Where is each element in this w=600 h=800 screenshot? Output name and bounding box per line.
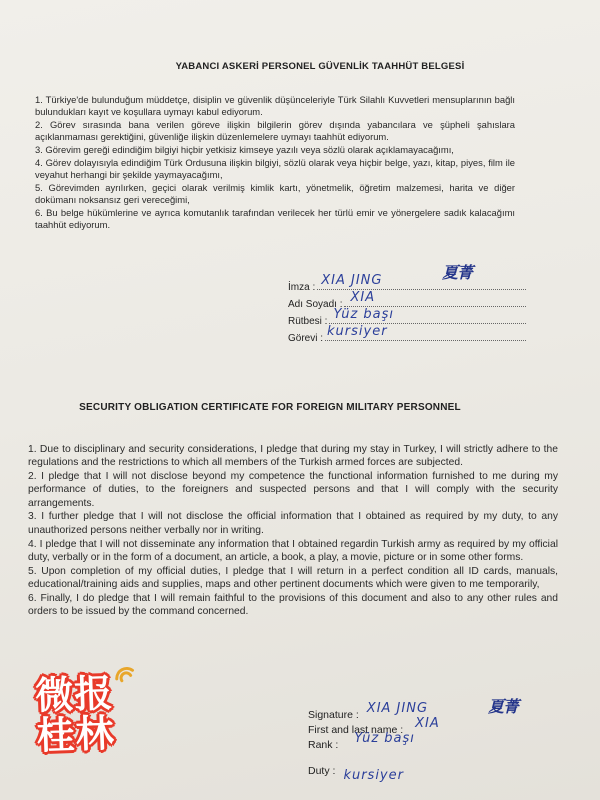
english-signature-block xyxy=(308,701,568,783)
handwritten-duty: kursiyer xyxy=(343,768,404,783)
rank-row xyxy=(308,731,568,751)
english-clause: 2. I pledge that I will not disclose beyond my competence the functional information furnished to me during my performance of duties, to the foreigners and suspected persons and that I will comply with the security arrangements. xyxy=(28,471,558,509)
turkish-signature-block xyxy=(288,273,528,344)
chinese-signature: 夏菁 xyxy=(488,697,519,716)
turkish-clause: 6. Bu belge hükümlerine ve ayrıca komutanlık tarafından verilecek her türlü emir ve yönergelere sadık kalacağımı taahhüt ediyorum. xyxy=(35,207,515,230)
english-clause: 6. Finally, I do pledge that I will remain faithful to the provisions of this document and also to any other rules and orders to be issued by the command concerned. xyxy=(28,592,558,618)
dotted-line xyxy=(325,324,526,341)
watermark-line1: 微报 xyxy=(34,671,115,718)
english-clause: 3. I further pledge that I will not disclose the official information that I obtained as required by my duty, to any unauthorized persons neither verbally nor in writing. xyxy=(28,511,558,536)
duty-row xyxy=(308,751,568,783)
handwritten-signature: XIA JING xyxy=(321,273,383,288)
name-label: Adı Soyadı : xyxy=(288,299,343,310)
dotted-line xyxy=(317,273,526,290)
handwritten-duty: kursiyer xyxy=(327,324,388,339)
name-label: First and last name : xyxy=(308,724,404,736)
english-clause: 5. Upon completion of my official duties, I pledge that I will return in a perfect condition all ID cards, manuals, educational/training aids and supplies, maps and other pertinent documents which were given to me temporarily, xyxy=(28,565,558,590)
name-row xyxy=(308,716,568,736)
handwritten-name: XIA xyxy=(415,716,440,731)
name-row xyxy=(288,290,528,310)
handwritten-signature: XIA JING xyxy=(366,701,429,716)
watermark-logo xyxy=(31,670,140,760)
turkish-clauses xyxy=(35,94,515,232)
signature-row xyxy=(288,273,528,293)
watermark-line2: 桂林 xyxy=(35,710,116,758)
turkish-clause: 1. Türkiye'de bulunduğum müddetçe, disiplin ve güvenlik düşünceleriyle Türk Silahlı Kuvvetleri mensuplarının bağlı bulundukları kayıt ve koşullara uymayı kabul ediyorum. xyxy=(35,94,515,117)
english-clause: 4. I pledge that I will not disseminate any information that I obtained regardin Turkish army as required by my official duty, verbally or in the form of a document, an article, a book, a play, a movie, picture or in some other forms. xyxy=(28,538,558,563)
english-clauses xyxy=(28,443,558,619)
rank-label: Rank : xyxy=(308,739,339,751)
handwritten-name: XIA xyxy=(350,290,376,305)
signature-label: İmza : xyxy=(288,282,316,293)
turkish-title: YABANCI ASKERİ PERSONEL GÜVENLİK TAAHHÜT BELGESİ xyxy=(175,61,465,72)
handwritten-rank: Yüz başı xyxy=(333,307,395,322)
turkish-clause: 3. Görevim gereği edindiğim bilgiyi hiçbir yetkisiz kimseye yazılı veya sözlü olarak açıklamayacağımı, xyxy=(35,144,454,155)
dotted-line xyxy=(337,768,566,783)
english-clause: 1. Due to disciplinary and security considerations, I pledge that during my stay in Turkey, I will strictly adhere to the regulations and the restrictions to which all members of the Turkish armed forces are subjected. xyxy=(28,444,558,469)
duty-label: Duty : xyxy=(308,765,336,777)
english-title: SECURITY OBLIGATION CERTIFICATE FOR FOREIGN MILITARY PERSONNEL xyxy=(79,402,461,413)
rank-row xyxy=(288,307,528,327)
duty-row xyxy=(288,324,528,344)
turkish-clause: 2. Görev sırasında bana verilen göreve ilişkin bilgilerin görev dışında yabancılara ve şüpheli şahıslara açıklanmaması gerektiğini, güvenliğe ilişkin düzenlemelere uymayı taahhüt ediyorum. xyxy=(35,119,515,142)
turkish-clause: 5. Görevimden ayrılırken, geçici olarak verilmiş kimlik kartı, yönetmelik, öğretim malzemesi, harita ve diğer dokümanı noksansız geri vereceğimi, xyxy=(35,182,515,205)
handwritten-rank: Yüz başı xyxy=(354,731,415,746)
dotted-line xyxy=(405,716,566,733)
wifi-icon xyxy=(112,664,137,685)
turkish-clause: 4. Görev dolayısıyla edindiğim Türk Ordusuna ilişkin bilgiyi, sözlü olarak veya hiçbir belge, yazı, kitap, piyes, film ile veyahut herhangi bir şekilde yaymayacağımı, xyxy=(35,157,515,180)
rank-label: Rütbesi : xyxy=(288,316,328,327)
duty-label: Görevi : xyxy=(288,333,324,344)
dotted-line xyxy=(340,731,566,748)
signature-label: Signature : xyxy=(308,709,359,721)
chinese-signature: 夏菁 xyxy=(442,263,473,282)
